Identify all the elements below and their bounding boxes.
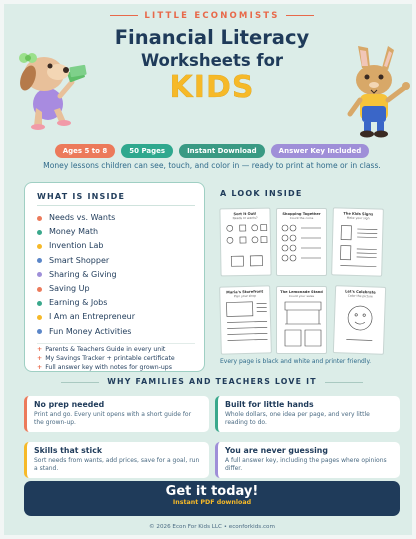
worksheet-art-icon (334, 297, 386, 353)
why-title-text: WHY FAMILIES AND TEACHERS LOVE IT (107, 377, 317, 386)
eyebrow-text: LITTLE ECONOMISTS (144, 11, 280, 21)
benefit-text: Whole dollars, one idea per page, and very little reading to do. (225, 411, 370, 426)
list-item (37, 254, 135, 268)
bullet-dot-icon (37, 216, 42, 221)
list-item (37, 225, 135, 239)
thumbnail-subtitle: Color the picture (347, 293, 373, 299)
benefit-card (215, 396, 400, 432)
badge-download: Instant Download (179, 144, 265, 158)
thumbnail-subtitle: Count your sales (288, 294, 315, 298)
benefit-title: Built for little hands (225, 400, 314, 409)
worksheet-thumbnail[interactable] (219, 208, 271, 277)
list-item (37, 282, 135, 296)
thumbnail-title: The Lemonade Stand (280, 290, 323, 294)
benefit-card (24, 442, 209, 478)
topic-label: Sharing & Giving (49, 269, 117, 279)
page-subtitle: Worksheets for (140, 51, 284, 70)
rabbit-mascot-icon (338, 42, 416, 140)
eyebrow-line-right (286, 15, 314, 16)
puppy-mascot-icon (10, 44, 90, 132)
plus-icon: + (37, 346, 43, 353)
bullet-dot-icon (37, 244, 42, 249)
what-inside-panel (24, 182, 205, 372)
thumbnail-title: Sort It Out! (233, 211, 257, 217)
extras-list (37, 346, 175, 372)
what-inside-title: WHAT IS INSIDE (37, 192, 126, 201)
why-line-right (325, 382, 363, 383)
thumbnail-title: Let's Celebrate (345, 289, 376, 295)
topic-list (37, 211, 135, 339)
extra-label: Full answer key with notes for grown-ups (45, 363, 172, 371)
thumbnail-title: Shopping Together (282, 212, 321, 216)
extra-item (37, 364, 175, 373)
topic-label: Fun Money Activities (49, 326, 132, 336)
badge-ages: Ages 5 to 8 (55, 144, 116, 158)
thumbnail-subtitle: Needs or wants? (232, 215, 258, 221)
page-title: Financial Literacy (114, 26, 310, 49)
benefit-card (24, 396, 209, 432)
footer: © 2026 Econ For Kids LLC • econforkids.com (149, 524, 275, 530)
plus-icon: + (37, 354, 43, 362)
eyebrow-line-left (110, 15, 138, 16)
look-inside-title: A LOOK INSIDE (220, 189, 303, 198)
worksheet-art-icon (220, 297, 271, 352)
list-item (37, 239, 135, 253)
bullet-dot-icon (37, 230, 42, 235)
cta-label: Get it today! (165, 484, 259, 499)
thumbnail-title: Maria's Storefront (226, 289, 264, 295)
divider (37, 343, 195, 344)
worksheet-art-icon (277, 298, 327, 352)
badge-row (4, 144, 416, 158)
list-item (37, 310, 135, 324)
topic-label: Saving Up (49, 283, 90, 293)
list-item (37, 268, 135, 282)
bullet-dot-icon (37, 329, 42, 334)
get-it-today-button[interactable] (24, 481, 400, 516)
list-item (37, 325, 135, 339)
extra-item (37, 346, 175, 355)
benefit-title: No prep needed (34, 400, 105, 409)
thumbnail-subtitle: Count the coins (289, 216, 314, 220)
extra-item (37, 355, 175, 364)
thumbnail-title: The Kids Signs (343, 211, 374, 217)
badge-answer-key: Answer Key Included (271, 144, 370, 158)
worksheet-art-icon (277, 220, 327, 274)
bullet-dot-icon (37, 287, 42, 292)
thumbnail-subtitle: Make your sign (346, 215, 370, 221)
topic-label: Earning & Jobs (49, 298, 108, 308)
why-section-title (4, 377, 416, 386)
benefit-title: You are never guessing (225, 446, 328, 455)
cta-sublabel: Instant PDF download (172, 499, 252, 506)
topic-label: Money Math (49, 227, 99, 237)
extra-label: My Savings Tracker + printable certificate (45, 354, 175, 362)
worksheet-thumbnail[interactable] (333, 285, 386, 355)
why-line-left (61, 382, 99, 383)
thumbnail-subtitle: Plan your shop (233, 293, 257, 299)
bullet-dot-icon (37, 258, 42, 263)
worksheet-thumbnail[interactable] (219, 285, 272, 354)
extra-label: Parents & Teachers Guide in every unit (45, 346, 166, 353)
list-item (37, 296, 135, 310)
eyebrow (4, 11, 416, 21)
worksheet-art-icon (221, 220, 272, 275)
topic-label: Invention Lab (49, 241, 104, 251)
tagline: Money lessons children can see, touch, and color in — ready to print at home or in class. (43, 161, 381, 170)
worksheet-thumbnail[interactable] (331, 207, 384, 276)
worksheet-thumbnail[interactable] (276, 286, 327, 354)
worksheet-thumbnail[interactable] (276, 208, 327, 276)
divider (37, 205, 195, 206)
worksheet-art-icon (332, 219, 384, 274)
plus-icon: + (37, 363, 43, 371)
badge-pages: 50 Pages (121, 144, 173, 158)
benefit-text: Sort needs from wants, add prices, save for a goal, run a stand. (34, 457, 200, 472)
benefit-card (215, 442, 400, 478)
bullet-dot-icon (37, 315, 42, 320)
benefit-text: A full answer key, including the pages where opinions differ. (225, 457, 387, 472)
bullet-dot-icon (37, 301, 42, 306)
look-inside-caption: Every page is black and white and printer friendly. (220, 358, 372, 365)
topic-label: Smart Shopper (49, 255, 110, 265)
title-highlight: KIDS (169, 70, 255, 105)
benefit-title: Skills that stick (34, 446, 103, 455)
bullet-dot-icon (37, 272, 42, 277)
topic-label: I Am an Entrepreneur (49, 312, 135, 322)
topic-label: Needs vs. Wants (49, 213, 116, 222)
list-item (37, 211, 135, 225)
benefit-text: Print and go. Every unit opens with a short guide for the grown-up. (34, 411, 192, 426)
